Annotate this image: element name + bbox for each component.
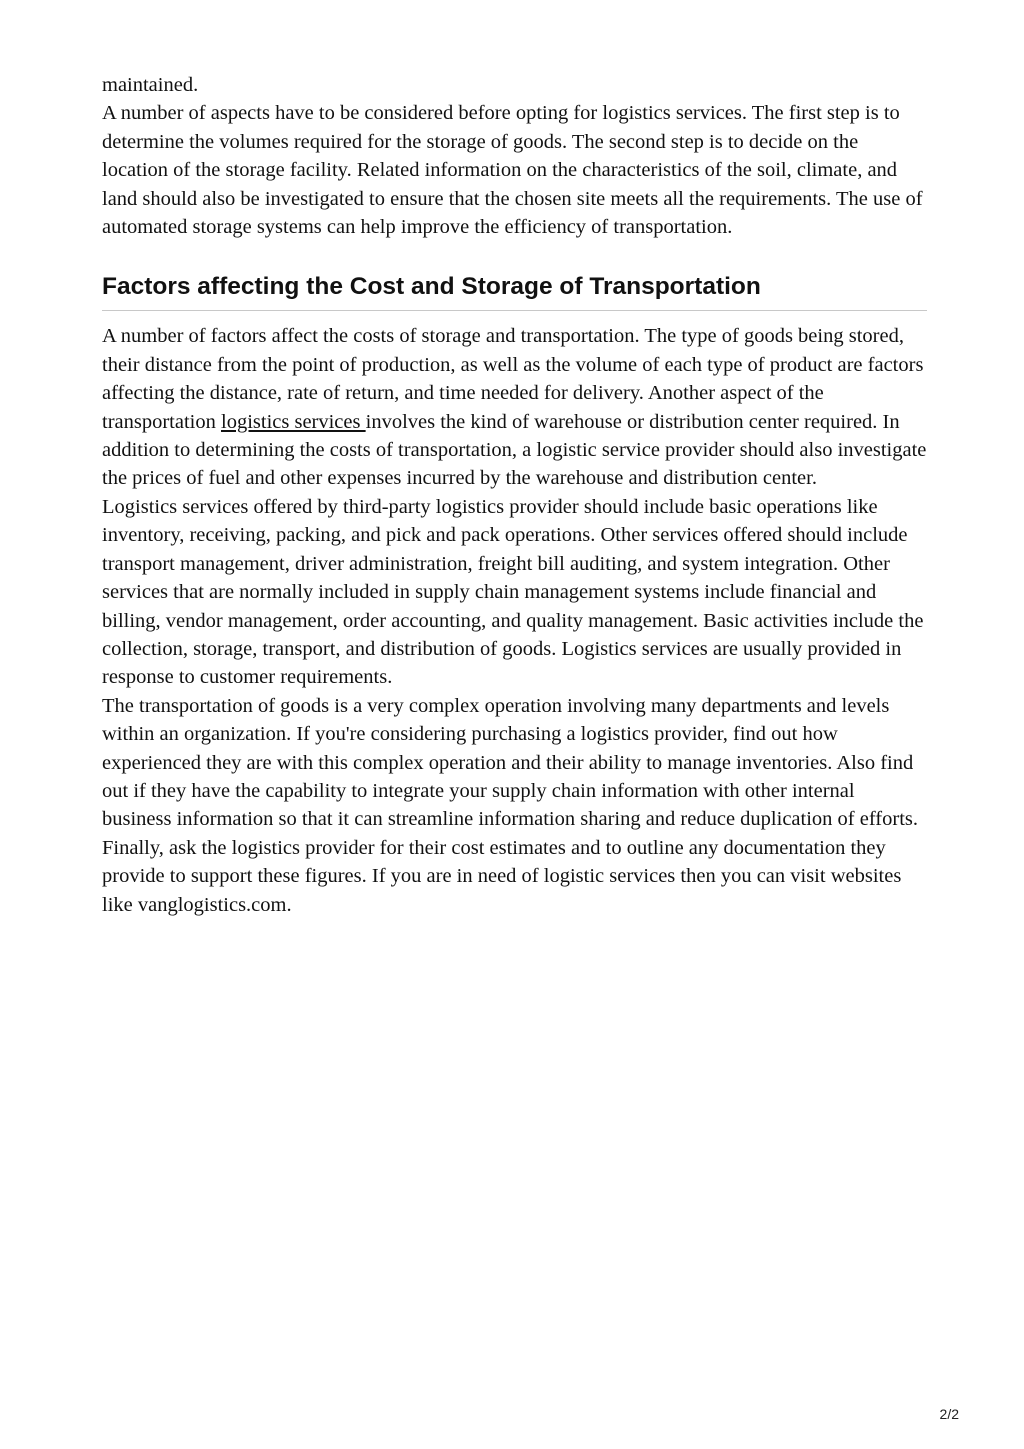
article-body: [102, 71, 927, 919]
paragraph-transportation-complexity: The transportation of goods is a very complex operation involving many departments and levels within an organization. If you're considering purchasing a logistics provider, find out how experienced they are with this complex operation and their ability to manage inventories. Also find out if they have the capability to integrate your supply chain information with other internal business information so that it can streamline information sharing and reduce duplication of efforts. Finally, ask the logistics provider for their cost estimates and to outline any documentation they provide to support these figures. If you are in need of logistic services then you can visit websites like vanglogistics.com.: [102, 694, 918, 916]
paragraph-logistics-aspects: A number of aspects have to be considered before opting for logistics services. The first step is to determine the volumes required for the storage of goods. The second step is to decide on the location of the storage facility. Related information on the characteristics of the soil, climate, and land should also be investigated to ensure that the chosen site meets all the requirements. The use of automated storage systems can help improve the efficiency of transportation.: [102, 102, 923, 239]
paragraph-continued: maintained.: [102, 74, 199, 96]
page-number: 2/2: [939, 1406, 959, 1422]
logistics-services-link[interactable]: logistics services: [221, 410, 366, 433]
section-heading: Factors affecting the Cost and Storage of Transportation: [102, 271, 927, 311]
paragraph-text-before-link: A number of factors affect the costs of storage and transportation. The type of goods being stored, their distance from the point of production, as well as the volume of each type of product are factors affecting the distance, rate of return, and time needed for delivery. Another aspect of the transportation: [102, 325, 924, 433]
paragraph-third-party-services: Logistics services offered by third-party logistics provider should include basic operations like inventory, receiving, packing, and pick and pack operations. Other services offered should include transport management, driver administration, freight bill auditing, and system integration. Other services that are normally included in supply chain management systems include financial and billing, vendor management, order accounting, and quality management. Basic activities include the collection, storage, transport, and distribution of goods. Logistics services are usually provided in response to customer requirements.: [102, 495, 924, 689]
paragraph-cost-factors: [102, 322, 927, 492]
paragraph-text-after-link: involves the kind of warehouse or distribution center required. In addition to determining the costs of transportation, a logistic service provider should also investigate the prices of fuel and other expenses incurred by the warehouse and distribution center.: [102, 410, 927, 490]
